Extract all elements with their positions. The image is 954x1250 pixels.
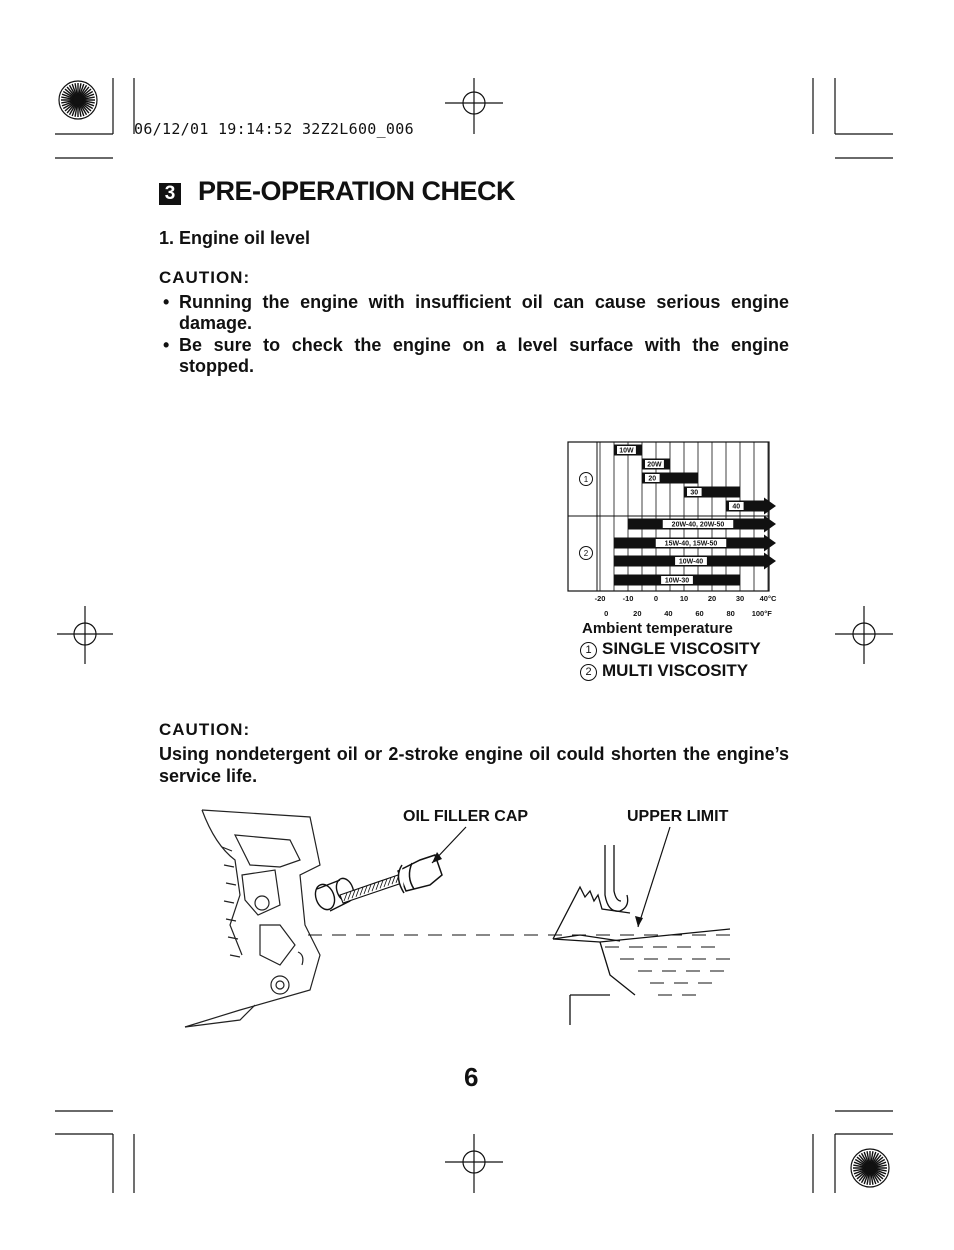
legend-marker: 2 [580, 664, 597, 681]
fahrenheit-tick-label: 100°F [751, 609, 772, 618]
viscosity-grade-label: 10W [619, 447, 634, 455]
fahrenheit-tick-label: 80 [726, 609, 735, 618]
legend-single-viscosity [580, 639, 761, 659]
celsius-tick-label: -10 [622, 594, 634, 603]
upper-limit-leader-line [638, 827, 670, 927]
print-stamp: 06/12/01 19:14:52 32Z2L600_006 [134, 120, 414, 138]
subheading: 1. Engine oil level [159, 228, 311, 248]
viscosity-grade-label: 15W-40, 15W-50 [664, 540, 718, 548]
oil-filler-illustration [180, 805, 740, 1035]
fahrenheit-tick-label: 40 [664, 609, 673, 618]
registration-starburst-icon [851, 1149, 889, 1187]
viscosity-grade-label: 20W [647, 461, 662, 469]
celsius-tick-label: -20 [594, 594, 606, 603]
legend-text: MULTI VISCOSITY [602, 661, 749, 680]
oil-filler-cap-label: OIL FILLER CAP [403, 808, 529, 825]
viscosity-grade-label: 40 [732, 503, 741, 511]
celsius-tick-label: 0 [653, 594, 659, 603]
caution-label-1: CAUTION: [159, 268, 251, 287]
legend-marker: 1 [580, 642, 597, 659]
fahrenheit-tick-label: 60 [695, 609, 704, 618]
viscosity-grade-label: 10W-30 [664, 577, 690, 585]
viscosity-grade-label: 10W-40 [678, 558, 704, 566]
legend-multi-viscosity [580, 661, 748, 681]
caution-bullet: • Be sure to check the engine on a level surface with the engine stopped. [159, 335, 789, 377]
oil-surface-dashes [308, 935, 730, 995]
engine-body-drawing [185, 810, 320, 1027]
caution-bullet-list [159, 292, 789, 378]
celsius-tick-label: 30 [735, 594, 745, 603]
fahrenheit-tick-label: 0 [604, 609, 609, 618]
celsius-tick-label: 20 [707, 594, 717, 603]
ambient-temperature-label: Ambient temperature [582, 620, 733, 637]
group-marker-label: 2 [583, 549, 589, 558]
section-title: PRE-OPERATION CHECK [198, 176, 516, 206]
caution-label-2: CAUTION: [159, 720, 251, 739]
caution-paragraph: Using nondetergent oil or 2-stroke engine oil could shorten the engine’s service life. [159, 744, 789, 786]
celsius-tick-label: 40°C [759, 594, 777, 603]
viscosity-grade-label: 20 [648, 475, 657, 483]
viscosity-grade-label: 20W-40, 20W-50 [671, 521, 725, 529]
viscosity-grade-label: 30 [690, 489, 699, 497]
group-marker-label: 1 [583, 475, 589, 484]
upper-limit-label: UPPER LIMIT [627, 808, 729, 825]
celsius-tick-label: 10 [679, 594, 689, 603]
caution-bullet: • Running the engine with insufficient oil can cause serious engine damage. [159, 292, 789, 334]
fahrenheit-tick-label: 20 [633, 609, 642, 618]
section-number-badge: 3 [159, 183, 181, 205]
registration-starburst-icon [59, 81, 97, 119]
oil-viscosity-chart [560, 440, 800, 620]
dipstick-drawing [340, 875, 402, 903]
page-number: 6 [464, 1062, 479, 1092]
legend-text: SINGLE VISCOSITY [602, 639, 761, 658]
